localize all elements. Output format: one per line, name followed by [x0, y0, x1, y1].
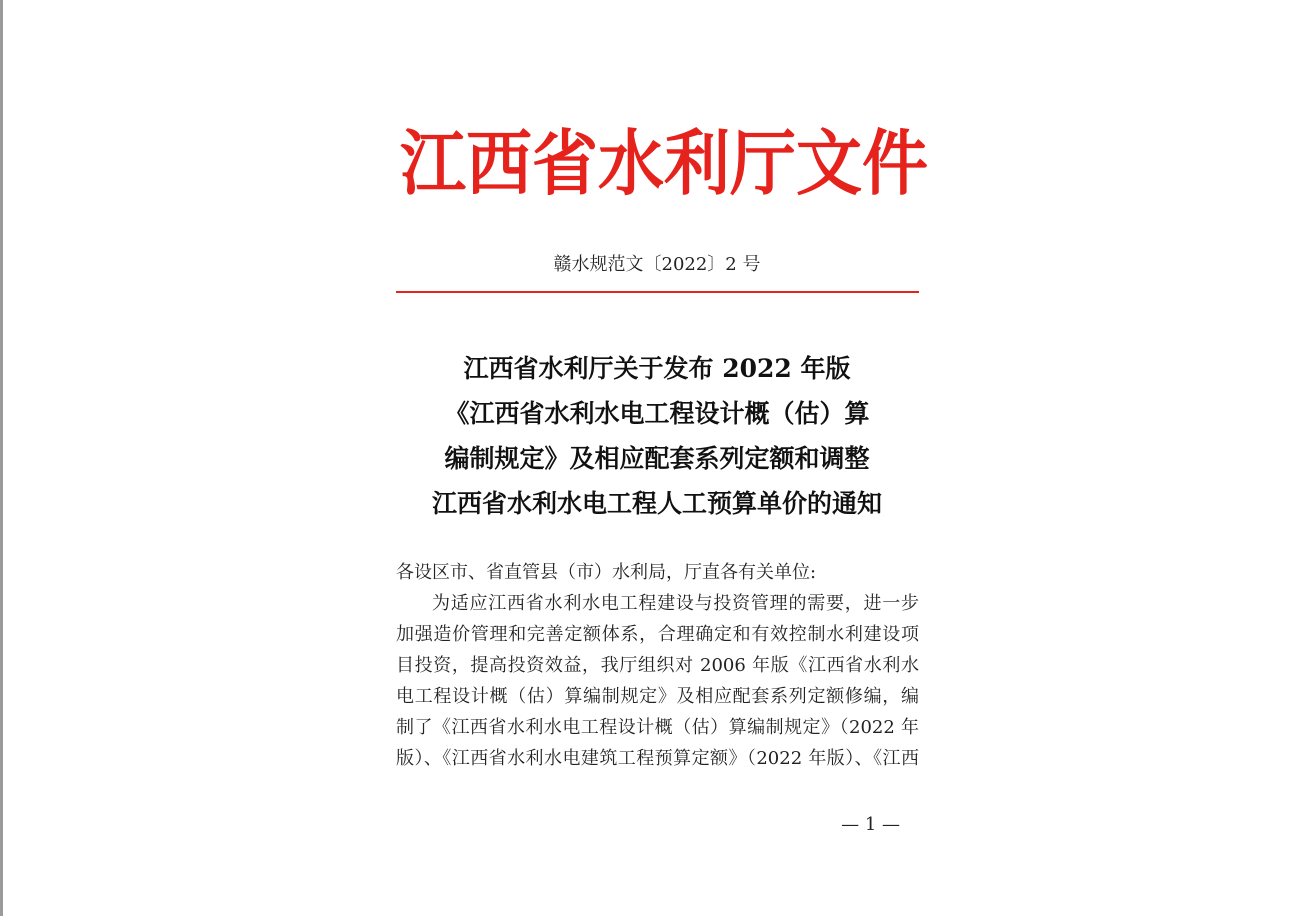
masthead-title — [400, 118, 928, 208]
body-line: 制了《江西省水利水电工程设计概（估）算编制规定》（2022 年 — [396, 717, 919, 738]
title-line: 江西省水利水电工程人工预算单价的通知 — [431, 489, 882, 518]
body-text — [396, 557, 919, 774]
salutation: 各设区市、省直管县（市）水利局，厅直各有关单位: — [396, 562, 817, 583]
masthead-char: 利 — [664, 120, 730, 206]
document-number: 赣水规范文〔2022〕2 号 — [553, 254, 761, 275]
body-line: 目投资，提高投资效益，我厅组织对 2006 年版《江西省水利水 — [396, 655, 919, 676]
masthead-char: 文 — [796, 120, 862, 206]
masthead-char: 江 — [400, 120, 466, 206]
title-line: 编制规定》及相应配套系列定额和调整 — [444, 444, 870, 473]
page-number: — 1 — — [841, 814, 900, 835]
masthead-char: 省 — [532, 120, 598, 206]
notice-title — [396, 346, 918, 526]
body-line: 为适应江西省水利水电工程建设与投资管理的需要，进一步 — [432, 593, 919, 614]
masthead-char: 水 — [598, 120, 664, 206]
title-line: 《江西省水利水电工程设计概（估）算 — [444, 399, 870, 428]
masthead-char: 西 — [466, 120, 532, 206]
masthead-char: 件 — [862, 120, 928, 206]
body-line: 加强造价管理和完善定额体系，合理确定和有效控制水利建设项 — [396, 624, 919, 645]
body-line: 电工程设计概（估）算编制规定》及相应配套系列定额修编，编 — [396, 686, 919, 707]
body-line: 版）、《江西省水利水电建筑工程预算定额》（2022 年版）、《江西 — [396, 748, 919, 769]
masthead-char: 厅 — [730, 120, 796, 206]
red-divider — [396, 291, 919, 293]
title-line: 江西省水利厅关于发布 2022 年版 — [463, 354, 851, 383]
